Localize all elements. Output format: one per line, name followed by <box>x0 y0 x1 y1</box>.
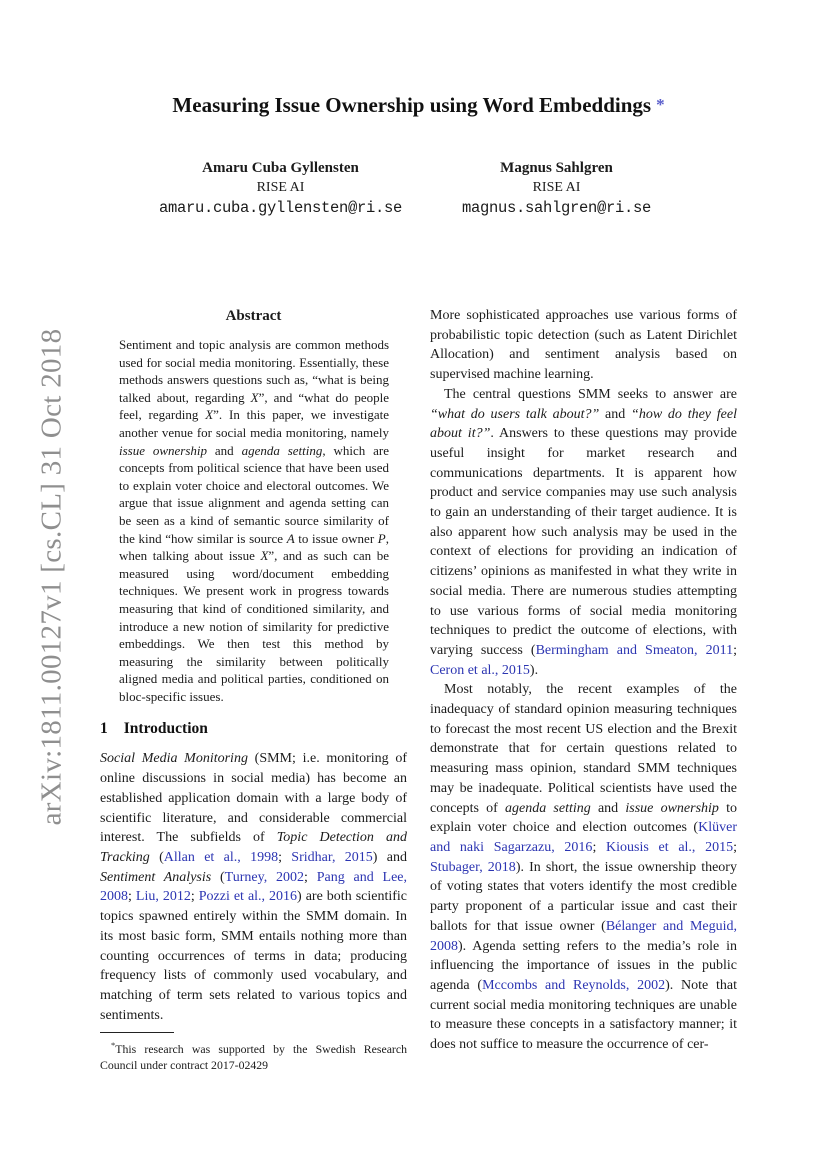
text-segment: issue ownership <box>119 442 208 458</box>
text-segment: ; <box>592 839 607 855</box>
citation-link[interactable]: Pozzi et al., 2016 <box>198 889 298 905</box>
footnote-text <box>100 1038 407 1073</box>
text-segment: “what do users talk about?” <box>430 406 600 422</box>
body-paragraph <box>430 306 737 385</box>
citation-link[interactable]: Bermingham and Smeaton, 2011 <box>535 642 734 658</box>
text-segment: ) are both scientific topics spawned entirely within the SMM domain. In its most basic form, SMM entails nothing more than counting occurrences of terms in data; producing frequency lists of commonly used vocabulary, and matching of term sets related to various topics and sentiments. <box>100 889 407 1023</box>
text-segment: X <box>250 389 259 405</box>
text-segment: , which are concepts from political science that have been used to explain voter choice and electoral outcomes. We argue that issue alignment and agenda setting can be seen as a kind of semantic source similarity of the kind “how similar is source <box>119 442 390 546</box>
text-segment: to issue owner <box>294 530 378 546</box>
text-segment: ; <box>128 889 136 905</box>
text-segment: ”, and as such can be measured using word/document embedding techniques. We present work in progress towards measuring that kind of conditioned similarity, and introduce a new notion of similarity for predictive embeddings. We then test this method by measuring the similarity between politically aligned media and political parties, conditioned on bloc-specific issues. <box>119 548 389 704</box>
citation-link[interactable]: Stubager, 2018 <box>430 859 516 875</box>
citation-link[interactable]: Bélanger and Meguid, 2008 <box>430 918 738 954</box>
author-email: magnus.sahlgren@ri.se <box>461 199 652 217</box>
text-segment: More sophisticated approaches use various forms of probabilistic topic detection (such as Latent Dirichlet Allocation) and sentiment analysis based on supervised machine learning. <box>430 308 737 383</box>
section-heading-introduction <box>100 720 407 738</box>
text-segment: X <box>205 407 214 423</box>
citation-link[interactable]: Pang and Lee, 2008 <box>100 869 407 905</box>
text-segment: , when talking about issue <box>119 530 389 564</box>
text-segment: and <box>590 800 626 816</box>
footnote-body: This research was supported by the Swedish Research Council under contract 2017-02429 <box>100 1041 407 1072</box>
author-email: amaru.cuba.gyllensten@ri.se <box>158 199 403 217</box>
footnote-rule <box>100 1032 174 1033</box>
introduction-paragraph <box>100 749 407 1025</box>
footnote <box>100 1032 407 1073</box>
right-column <box>430 306 737 1055</box>
text-segment: ). <box>529 662 539 678</box>
author-name: Magnus Sahlgren <box>500 160 613 176</box>
abstract-body <box>119 336 389 705</box>
text-segment: ”. In this paper, we investigate another venue for social media monitoring, namely <box>119 407 389 440</box>
text-segment: P <box>377 530 386 546</box>
body-paragraph <box>430 680 737 1054</box>
text-segment: Sentiment Analysis <box>100 869 212 885</box>
text-segment: ) and <box>372 849 407 865</box>
title-footnote-marker[interactable]: * <box>656 95 665 114</box>
author-name: Amaru Cuba Gyllensten <box>202 160 359 176</box>
author-block-2 <box>419 158 695 218</box>
text-segment: The central questions SMM seeks to answer are <box>444 386 737 402</box>
text-segment: agenda setting <box>241 442 323 458</box>
text-segment: issue ownership <box>625 800 719 816</box>
author-block-1 <box>143 158 419 218</box>
text-segment: ). Note that current social media monitoring techniques are unable to measure these concepts in a satisfactory manner; it does not suffice to measure the occurrence of cer- <box>430 977 737 1053</box>
text-segment: to explain voter choice and election outcomes ( <box>430 800 738 836</box>
text-segment: and <box>207 442 242 458</box>
text-segment: X <box>260 548 269 564</box>
text-segment: A <box>286 530 295 546</box>
text-segment: Social Media Monitoring <box>100 751 248 767</box>
abstract-section <box>100 308 407 705</box>
citation-link[interactable]: Sridhar, 2015 <box>291 849 373 865</box>
text-segment: ; <box>733 642 737 658</box>
footnote-marker: * <box>111 1040 116 1050</box>
text-segment: Topic Detection and Tracking <box>100 830 407 865</box>
citation-link[interactable]: Liu, 2012 <box>135 889 191 905</box>
arxiv-watermark: arXiv:1811.00127v1 [cs.CL] 31 Oct 2018 <box>35 328 68 826</box>
text-segment: “how do they feel about it?” <box>430 406 737 442</box>
text-segment: ; <box>190 889 199 905</box>
citation-link[interactable]: Kiousis et al., 2015 <box>606 839 734 855</box>
text-segment: ”, and “what do people feel, regarding <box>119 389 389 423</box>
citation-link[interactable]: Klüver and naki Sagarzazu, 2016 <box>430 820 737 855</box>
citation-link[interactable]: Ceron et al., 2015 <box>430 662 530 678</box>
text-segment: Most notably, the recent examples of the inadequacy of standard opinion measuring techniques to forecast the most recent US election and the Brexit demonstrate that for certain questions related to measuring mass opinion, standard SMM techniques may be inadequate. Political scientists have used the concepts of <box>430 682 737 816</box>
text-segment: ; <box>733 839 738 855</box>
text-segment: ). In short, the issue ownership theory of voting states that voters identify the most credible party proponent of a particular issue and cast their ballots for that issue owner ( <box>430 859 737 934</box>
text-segment: ; <box>304 869 317 885</box>
text-segment: ). Agenda setting refers to the media’s role in influencing the importance of issues in the public agenda ( <box>430 938 737 993</box>
section-number: 1 <box>100 720 108 738</box>
text-segment: (SMM; i.e. monitoring of online discussions in social media) has become an established application domain with a large body of scientific literature, and considerable commercial interest. The subfields of <box>100 751 407 846</box>
text-segment: ( <box>211 869 225 885</box>
author-affiliation: RISE AI <box>532 180 581 195</box>
text-segment: agenda setting <box>505 800 591 816</box>
citation-link[interactable]: Mccombs and Reynolds, 2002 <box>482 977 666 993</box>
text-segment: ( <box>149 849 164 865</box>
text-segment: Sentiment and topic analysis are common methods used for social media monitoring. Essentially, these methods answers questions such as, “what is being talked about, regarding <box>119 337 389 405</box>
text-segment: and <box>599 406 632 422</box>
body-paragraph <box>430 385 737 681</box>
citation-link[interactable]: Allan et al., 1998 <box>163 849 279 865</box>
paper-title <box>100 93 737 118</box>
author-affiliation: RISE AI <box>256 180 305 195</box>
citation-link[interactable]: Turney, 2002 <box>224 869 304 885</box>
text-segment: ; <box>278 849 292 865</box>
paper-title-text: Measuring Issue Ownership using Word Embeddings <box>172 93 652 117</box>
abstract-heading: Abstract <box>225 308 282 324</box>
authors-row <box>100 158 737 218</box>
section-title: Introduction <box>123 720 208 738</box>
left-column <box>100 308 407 1025</box>
text-segment: . Answers to these questions may provide useful insight for market research and communications departments. It is apparent how product and service companies may use such analysis to gain an understanding of their target audience. It is also apparent how such analysis may be used in the context of elections for providing an indication of citizens’ opinions as manifested in what they write in social media. There are numerous studies attempting to use various forms of social media monitoring techniques to predict the outcome of elections, with varying success ( <box>430 426 737 658</box>
